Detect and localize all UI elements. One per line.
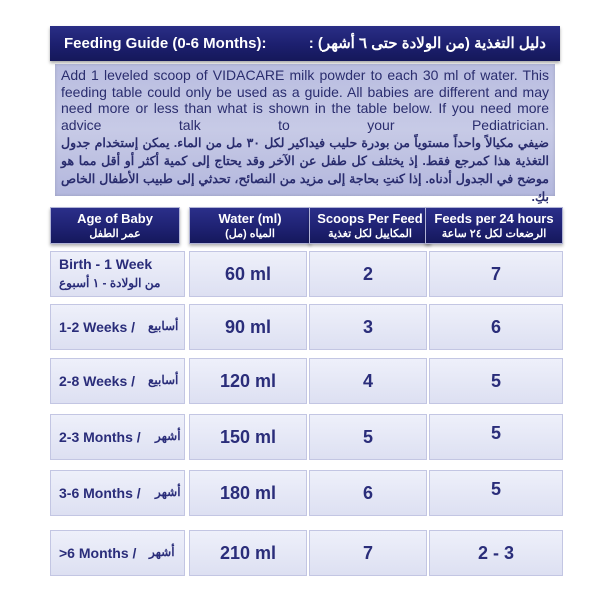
title-bar [50, 26, 560, 61]
table-row-5-scoops: 7 [309, 530, 427, 576]
table-row-4-age [50, 470, 185, 516]
table-row-4-feeds: 5 [429, 470, 563, 516]
table-row-5-water: 210 ml [189, 530, 307, 576]
age-english: 2-8 Weeks / [59, 373, 136, 389]
table-row-2-scoops: 4 [309, 358, 427, 404]
table-row-4-water: 180 ml [189, 470, 307, 516]
age-english: 1-2 Weeks / [59, 319, 136, 335]
header-feeds [425, 207, 563, 244]
age-arabic: من الولادة - ١ أسبوع [59, 276, 161, 290]
header-scoops [309, 207, 431, 244]
age-english: Birth - 1 Week [59, 256, 153, 272]
table-row-4-scoops: 6 [309, 470, 427, 516]
age-arabic: أسابيع [148, 373, 179, 387]
table-row-5-feeds: 2 - 3 [429, 530, 563, 576]
table-row-1-age [50, 304, 185, 350]
header-water-en: Water (ml) [218, 211, 282, 226]
age-english: 2-3 Months / [59, 429, 141, 445]
header-age-ar: عمر الطفل [89, 228, 141, 240]
table-row-3-age [50, 414, 185, 460]
header-feeds-ar: الرضعات لكل ٢٤ ساعة [441, 228, 547, 240]
age-arabic: أشهر [155, 485, 181, 499]
table-row-0-scoops: 2 [309, 251, 427, 297]
table-row-5-age [50, 530, 185, 576]
header-age [50, 207, 180, 244]
table-row-1-water: 90 ml [189, 304, 307, 350]
instructions-english: Add 1 leveled scoop of VIDACARE milk powder to each 30 ml of water. This feeding table could only be used as a guide. All babies are different and may need more or less than what is shown in the table below. If you need more advice talk to your Pediatrician. [61, 67, 549, 133]
instructions-box [55, 64, 555, 204]
header-scoops-ar: المكاييل لكل تغذية [328, 228, 412, 240]
title-english: Feeding Guide (0-6 Months): [64, 35, 267, 52]
header-water [189, 207, 311, 244]
header-age-en: Age of Baby [77, 211, 153, 226]
table-row-2-water: 120 ml [189, 358, 307, 404]
table-row-2-feeds: 5 [429, 358, 563, 404]
table-row-0-feeds: 7 [429, 251, 563, 297]
header-scoops-en: Scoops Per Feed [317, 211, 423, 226]
header-feeds-en: Feeds per 24 hours [434, 211, 554, 226]
age-english: 3-6 Months / [59, 485, 141, 501]
instructions-arabic: ضيفي مكيالاً واحداً مستوياً من بودرة حليب فيداكير لكل ٣٠ مل من الماء. يمكن إستخدام جدول التغذية هذا كمرجع فقط. إذ يختلف كل طفل عن الآخر وقد يحتاج إلى كمية أكثر أو أقل مما هو موضح في الجدول أدناه. إذا كنتِ بحاجة إلى مزيد من النصائح، تحدثي إلى طبيب الأطفال الخاص بكِ. [61, 136, 549, 204]
table-row-3-water: 150 ml [189, 414, 307, 460]
table-row-1-feeds: 6 [429, 304, 563, 350]
header-water-ar: المياه (مل) [225, 228, 275, 240]
age-arabic: أشهر [149, 545, 175, 559]
table-row-3-feeds: 5 [429, 414, 563, 460]
age-arabic: أسابيع [148, 319, 179, 333]
age-arabic: أشهر [155, 429, 181, 443]
table-row-3-scoops: 5 [309, 414, 427, 460]
table-row-1-scoops: 3 [309, 304, 427, 350]
table-row-0-age [50, 251, 185, 297]
title-arabic: دليل التغذية (من الولادة حتى ٦ أشهر) : [308, 35, 546, 52]
age-english: >6 Months / [59, 545, 137, 561]
table-row-2-age [50, 358, 185, 404]
table-row-0-water: 60 ml [189, 251, 307, 297]
